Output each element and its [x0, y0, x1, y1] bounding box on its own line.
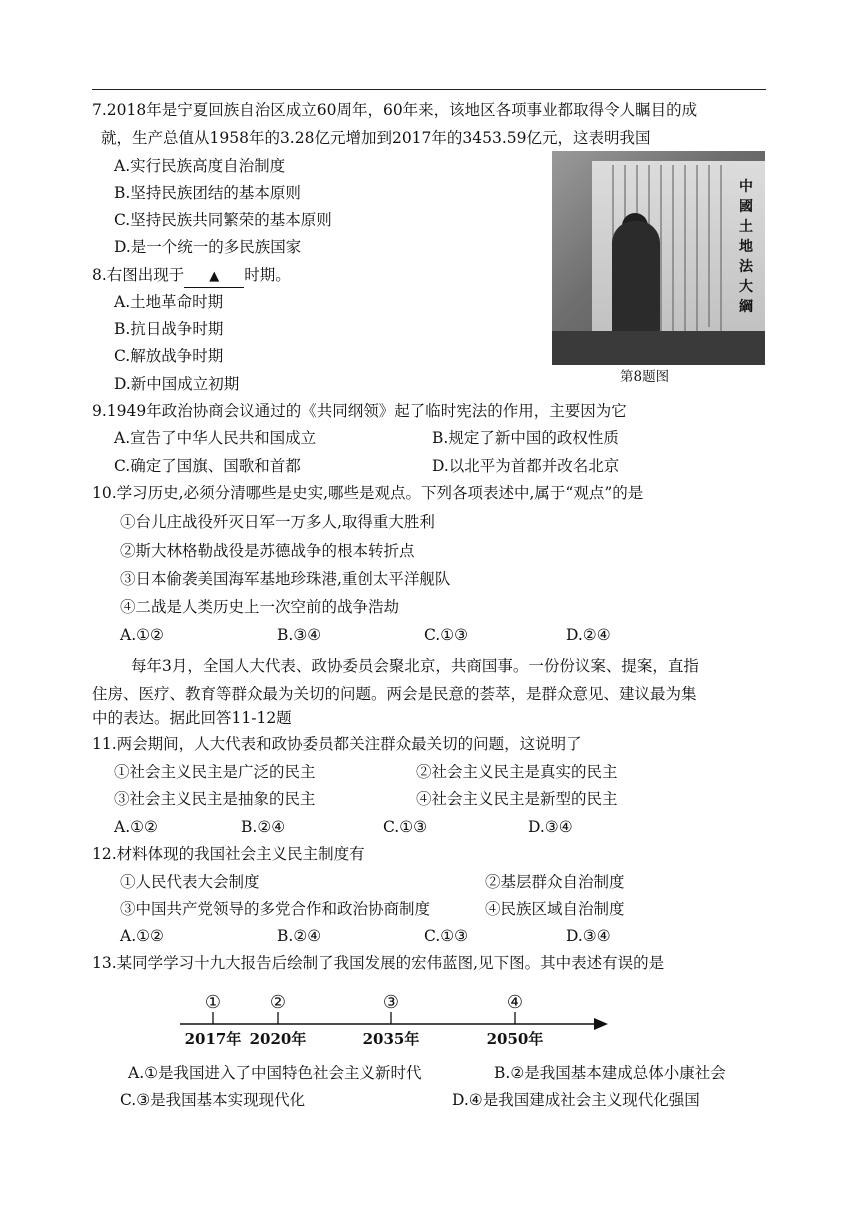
q13-option-c: C.③是我国基本实现现代化 — [120, 1091, 306, 1109]
q7-option-a: A.实行民族高度自治制度 — [114, 157, 286, 175]
timeline-year-label: 2035年 — [362, 1030, 420, 1048]
q11-option-c: C.①③ — [383, 818, 428, 836]
q10-statement-4: ④二战是人类历史上一次空前的战争浩劫 — [120, 598, 400, 616]
q9-option-c: C.确定了国旗、国歌和首都 — [114, 457, 301, 475]
q12-option-d: D.③④ — [566, 927, 611, 945]
passage-line2: 住房、医疗、教育等群众最为关切的问题。两会是民意的荟萃，是群众意见、建议最为集 — [92, 685, 697, 703]
q9-stem: 9.1949年政治协商会议通过的《共同纲领》起了临时宪法的作用，主要因为它 — [92, 402, 627, 420]
q9-option-d: D.以北平为首都并改名北京 — [432, 457, 620, 475]
q9-option-b: B.规定了新中国的政权性质 — [432, 429, 619, 447]
q12-option-a: A.①② — [120, 927, 164, 945]
answer-blank — [184, 265, 244, 288]
q12-option-c: C.①③ — [424, 927, 469, 945]
passage-line3: 中的表达。据此回答11-12题 — [92, 709, 292, 727]
q11-option-a: A.①② — [114, 818, 158, 836]
q7-option-c: C.坚持民族共同繁荣的基本原则 — [114, 211, 332, 229]
q11-statement-1: ①社会主义民主是广泛的民主 — [114, 763, 316, 781]
timeline-year-label: 2050年 — [486, 1030, 544, 1048]
q11-option-b: B.②④ — [241, 818, 286, 836]
q10-option-c: C.①③ — [424, 626, 469, 644]
header-rule — [92, 89, 766, 90]
q11-statement-3: ③社会主义民主是抽象的民主 — [114, 790, 316, 808]
q12-option-b: B.②④ — [277, 927, 322, 945]
q8-option-b: B.抗日战争时期 — [114, 320, 224, 338]
q11-option-d: D.③④ — [528, 818, 573, 836]
q12-statement-3: ③中国共产党领导的多党合作和政治协商制度 — [120, 900, 431, 918]
passage-line1: 每年3月，全国人大代表、政协委员会聚北京，共商国事。一份份议案、提案，直指 — [131, 657, 699, 675]
q10-statement-1: ①台儿庄战役歼灭日军一万多人,取得重大胜利 — [120, 513, 435, 531]
timeline-marker: ③ — [382, 992, 400, 1013]
q12-statement-1: ①人民代表大会制度 — [120, 873, 260, 891]
q12-stem: 12.材料体现的我国社会主义民主制度有 — [92, 845, 365, 863]
q7-stem-line2: 就，生产总值从1958年的3.28亿元增加到2017年的3453.59亿元，这表明我国 — [101, 129, 651, 147]
timeline-marker: ④ — [506, 992, 524, 1013]
timeline-marker: ② — [269, 992, 287, 1013]
q12-statement-4: ④民族区域自治制度 — [485, 900, 625, 918]
q10-stem: 10.学习历史,必须分清哪些是史实,哪些是观点。下列各项表述中,属于“观点”的是 — [92, 484, 644, 502]
q13-stem: 13.某同学学习十九大报告后绘制了我国发展的宏伟蓝图,见下图。其中表述有误的是 — [92, 954, 665, 972]
q13-option-a: A.①是我国进入了中国特色社会主义新时代 — [128, 1064, 422, 1082]
q8-option-c: C.解放战争时期 — [114, 347, 224, 365]
q8-stem-prefix: 8.右图出现于 — [92, 266, 185, 284]
q13-option-d: D.④是我国建成社会主义现代化强国 — [452, 1091, 700, 1109]
q7-option-d: D.是一个统一的多民族国家 — [114, 238, 302, 256]
q8-stem — [92, 265, 291, 288]
q8-option-a: A.土地革命时期 — [114, 293, 224, 311]
photo-caption: 第8题图 — [620, 369, 670, 385]
q8-option-d: D.新中国成立初期 — [114, 375, 240, 393]
land-law-photo — [552, 151, 765, 365]
q10-option-b: B.③④ — [277, 626, 322, 644]
q7-stem-line1: 7.2018年是宁夏回族自治区成立60周年，60年来，该地区各项事业都取得令人瞩目的成 — [92, 101, 698, 119]
q9-option-a: A.宣告了中华人民共和国成立 — [114, 429, 317, 447]
q11-statement-4: ④社会主义民主是新型的民主 — [416, 790, 618, 808]
q10-statement-2: ②斯大林格勒战役是苏德战争的根本转折点 — [120, 542, 415, 560]
timeline-year-label: 2017年 — [184, 1030, 242, 1048]
q10-statement-3: ③日本偷袭美国海军基地珍珠港,重创太平洋舰队 — [120, 570, 451, 588]
photo-title: 中國土地法大綱 — [739, 179, 753, 315]
q12-statement-2: ②基层群众自治制度 — [485, 873, 625, 891]
timeline-year-label: 2020年 — [249, 1030, 307, 1048]
q8-stem-suffix: 时期。 — [244, 266, 291, 284]
q11-stem: 11.两会期间，人大代表和政协委员都关注群众最关切的问题，这说明了 — [92, 735, 582, 753]
q13-option-b: B.②是我国基本建成总体小康社会 — [494, 1064, 726, 1082]
development-timeline — [180, 988, 620, 1052]
triangle-marker: ▲ — [209, 269, 220, 284]
timeline-arrowhead — [594, 1018, 608, 1030]
timeline-marker: ① — [204, 992, 222, 1013]
q10-option-a: A.①② — [120, 626, 164, 644]
q10-option-d: D.②④ — [566, 626, 611, 644]
q11-statement-2: ②社会主义民主是真实的民主 — [416, 763, 618, 781]
q7-option-b: B.坚持民族团结的基本原则 — [114, 184, 301, 202]
